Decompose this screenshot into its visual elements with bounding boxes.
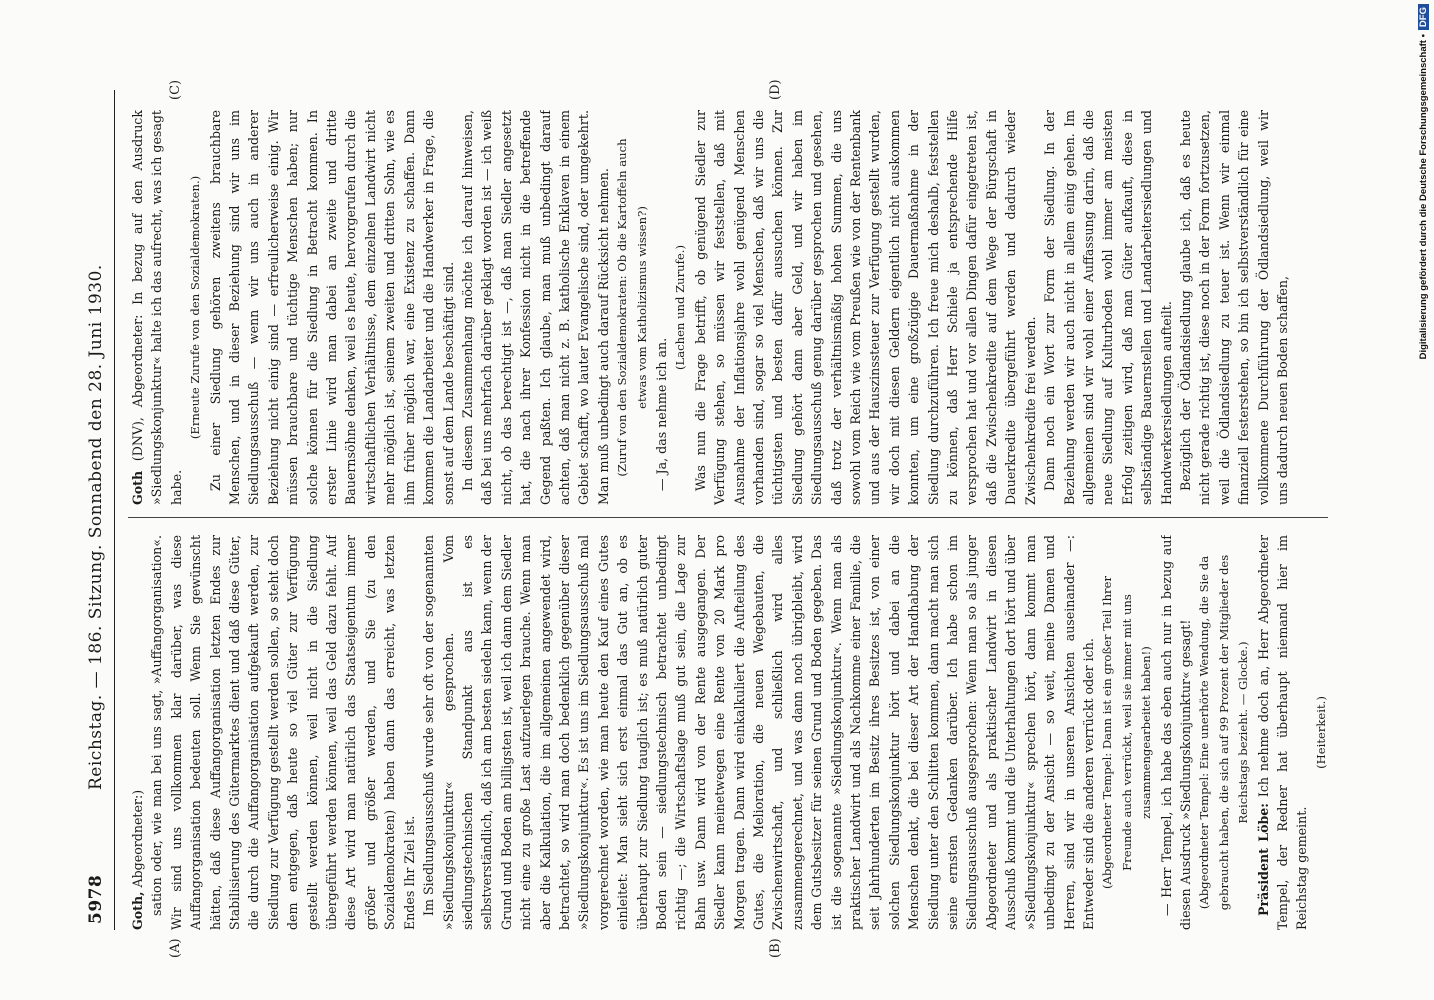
speaker-paragraph — [128, 110, 186, 505]
body-paragraph: — Ja, das nehme ich an. — [653, 337, 669, 491]
text-columns — [128, 79, 1328, 958]
body-paragraph: Dann noch ein Wort zur Form der Siedlung. In der Beziehung werden wir auch nicht in allem einig gehen. Im allgemeinen sind wir wohl einer Auffassung darin, daß die neue Siedlung auf Kulturboden wohl immer am meisten Erfolg zeitigen wird, daß man Güter aufkauft, diese in selbständige Bauernstellen und Landarbeitersiedlungen und Handwerkersiedlungen aufteilt. — [1042, 110, 1174, 505]
page-title: Reichstag. — 186. Sitzung. Sonnabend den 28. Juni 1930. — [86, 264, 106, 790]
speech-text: Ich nehme doch an, Herr Abgeordneter Tempel, der Redner hat überhaupt niemand hier im Reichstag gemeint. — [1255, 535, 1310, 930]
body-paragraph: In diesem Zusammenhang möchte ich darauf hinweisen, daß bei uns mehrfach darüber geklagt worden ist — ich weiß nicht, ob das berechtigt ist —, daß man Siedler angesetzt hat, die nach ihrer Konfession nicht in die betreffende Gegend paßten. Ich glaube, man muß unbedingt darauf achten, daß man nicht z. B. katholische Enklaven in einem Gebiet schafft, wo lauter Evangelische sind, oder umgekehrt. Man muß unbedingt auch darauf Rücksicht nehmen. — [459, 110, 611, 505]
margin-marker-d: (D) — [768, 79, 783, 100]
interjection: (Abgeordneter Tempel: Eine unerhörte Wendung, die Sie da gebraucht haben, die sich auf 99 Prozent der Mitglieder des Reichstags bezieht. — Glocke.) — [1197, 554, 1251, 911]
speech-text: Abgeordneter:) — [130, 789, 145, 892]
credit-text: Digitalisierung gefördert durch die Deutsche Forschungsgemeinschaft • — [1418, 34, 1429, 360]
interjection: (Abgeordneter Tempel: Dann ist ein großer Teil Ihrer Freunde auch verrückt, weil sie immer mit uns zusammengearbeitet haben!) — [1100, 576, 1154, 890]
body-paragraph: — Herr Tempel, ich habe das eben auch nur in bezug auf diesen Ausdruck »Siedlungskonjunktur« gesagt! — [1158, 535, 1193, 930]
dfg-logo: DFG — [1418, 4, 1429, 30]
body-paragraph: Im Siedlungsausschuß wurde sehr oft von der sogenannten »Siedlungskonjunktur« gesprochen. Vom siedlungstechnischen Standpunkt aus ist es selbstverständlich, daß ich am besten siedeln kann, wenn der Grund und Boden am billigsten ist, weil ich dann dem Siedler nicht eine zu große Last aufzuerlegen brauche. Wenn man aber die Kalkulation, die im allgemeinen angewendet wird, betrachtet, so wird man doch bedenklich gegenüber dieser »Siedlungskonjunktur«. Es ist uns im Siedlungsausschuß mal vorgerechnet worden, wie man heute den Kauf eines Gutes einleitet: Man sieht sich erst einmal das Gut an, ob es überhaupt zur Siedlung tauglich ist; es muß natürlich guter Boden sein — siedlungstechnisch betrachtet unbedingt richtig —; die Wirtschaftslage muß gut sein, die Lage zur Bahn usw. Dann wird von der Rente ausgegangen. Der Siedler kann meinetwegen eine Rente von 20 Mark pro Morgen tragen. Dann wird einkalkuliert die Aufteilung des Gutes, die Melioration, die neuen Wegebauten, die Zwischenwirtschaft, und schließlich wird alles zusammengerechnet, und was dann noch übrigbleibt, wird dem Gutsbesitzer für seinen Grund und Boden gegeben. Das ist die sogenannte »Siedlungskonjunktur«. Wenn man als praktischer Landwirt und als Nachkomme einer Familie, die seit Jahrhunderten im Besitz ihres Besitzes ist, von einer solchen Siedlungskonjunktur hört und dabei an die Menschen denkt, die bei dieser Art der Handhabung der Siedlung unter den Schlitten kommen, dann macht man sich seine ernsten Gedanken darüber. Ich habe schon im Siedlungsausschuß ausgesprochen: Wenn man so als junger Abgeordneter und als praktischer Landwirt in diesen Ausschuß kommt und die Unterhaltungen dort hört und über »Siedlungskonjunktur« sprechen hört, dann kommt man unbedingt zu der Ansicht — so weit, meine Damen und Herren, sind wir in unseren Ansichten auseinander —: Entweder sind die anderen verrückt oder ich. — [421, 535, 1096, 930]
margin-marker-a: (A) — [168, 938, 183, 958]
margin-marker-c: (C) — [168, 79, 183, 100]
speaker-name: Präsident Löbe: — [1255, 803, 1271, 916]
speaker-paragraph — [1254, 535, 1312, 930]
column-divider — [128, 517, 1328, 518]
interjection: (Lachen und Zurufe.) — [673, 244, 688, 371]
body-paragraph: Was nun die Frage betrifft, ob genügend Siedler zur Verfügung stehen, so müssen wir feststellen, daß mit Ausnahme der Inflationsjahre wohl genügend Menschen vorhanden sind, sogar so viel Menschen, daß wir uns die tüchtigsten und besten dafür aussuchen können. Zur Siedlung gehört dann aber Geld, und wir haben im Siedlungsausschuß genug darüber gesprochen und gesehen, daß trotz der verhältnismäßig hohen Summen, die uns sowohl vom Reich wie vom Preußen wie von der Rentenbank und aus der Hauszinssteuer zur Verfügung gestellt wurden, wir doch mit diesen Geldern eigentlich nicht auskommen konnten, um eine großzügige Dauermaßnahme in der Siedlung durchzuführen. Ich freue mich deshalb, feststellen zu können, daß Herr Schiele ja entsprechende Hilfe versprochen hat und vor allen Dingen dafür eingetreten ist, daß die Zwischenkredite auf dem Wege der Bürgschaft in Dauerkredite übergeführt werden und dadurch wieder Zwischenkredite frei werden. — [692, 110, 1038, 505]
interjection: (Heiterkeit.) — [1313, 696, 1328, 769]
speech-text: (DNV), Abgeordneter: In bezug auf den Ausdruck »Siedlungskonjunktur« halte ich das aufrecht, was ich gesagt habe. — [130, 110, 184, 505]
rotated-document-page — [80, 79, 1380, 958]
running-head — [80, 90, 115, 930]
digitization-credit — [1418, 4, 1429, 994]
speaker-paragraph — [128, 535, 147, 930]
margin-marker-b: (B) — [768, 938, 783, 958]
page-number: 5978 — [86, 874, 106, 924]
interjection: (Zuruf von den Sozialdemokraten: Ob die Kartoffeln auch etwas vom Katholizismus wissen?) — [615, 138, 649, 477]
body-paragraph: Bezüglich der Ödlandsiedlung glaube ich, daß es heute nicht gerade richtig ist, diese noch in der Form fortzusetzen, weil die Ödlandsiedlung zu teuer ist. Wenn wir einmal finanziell festerstehen, so bin ich selbstverständlich für eine vollkommene Durchführung der Ödlandsiedlung, weil wir uns dadurch neuen Boden schaffen, — [1177, 110, 1290, 505]
right-column — [128, 110, 1328, 505]
interjection: (Erneute Zurufe von den Sozialdemokraten.) — [188, 175, 203, 440]
speaker-name: Goth — [130, 470, 145, 505]
left-column — [128, 535, 1328, 930]
speaker-name: Goth, — [130, 891, 145, 930]
body-paragraph: sation oder, wie man bei uns sagt, »Auffangorganisation«. Wir sind uns vollkommen klar darüber, was diese Auffangorganisation bedeuten soll. Wenn Sie gewünscht hätten, daß diese Auffangorganisation letzten Endes zur Stabilisierung des Gütermarktes dient und daß diese Güter, die durch die Auffangorganisation aufgekauft werden, zur Siedlung zur Verfügung gestellt werden sollen, so steht doch dem entgegen, daß heute so viel Güter zur Verfügung gestellt werden können, weil nicht in die Siedlung übergeführt werden können, weil das Geld dazu fehlt. Auf diese Art wird man natürlich das Staatseigentum immer größer und größer werden, und Sie (zu den Sozialdemokraten) haben dann das erreicht, was letzten Endes Ihr Ziel ist. — [149, 535, 417, 930]
body-paragraph: Zu einer Siedlung gehören zweitens brauchbare Menschen, und in dieser Beziehung sind wir uns im Siedlungsausschuß — wenn wir uns auch in anderer Beziehung nicht einig sind — erfreulicherweise einig. Wir müssen brauchbare und tüchtige Menschen haben; nur solche können für die Siedlung in Betracht kommen. In erster Linie wird man dabei an zweite und dritte Bauernsöhne denken, weil es heute, hervorgerufen durch die wirtschaftlichen Verhältnisse, dem einzelnen Landwirt nicht mehr möglich ist, seinem zweiten und dritten Sohn, wie es ihm früher möglich war, eine Existenz zu schaffen. Dann kommen die Landarbeiter und die Handwerker in Frage, die sonst auf dem Lande beschäftigt sind. — [207, 110, 456, 505]
